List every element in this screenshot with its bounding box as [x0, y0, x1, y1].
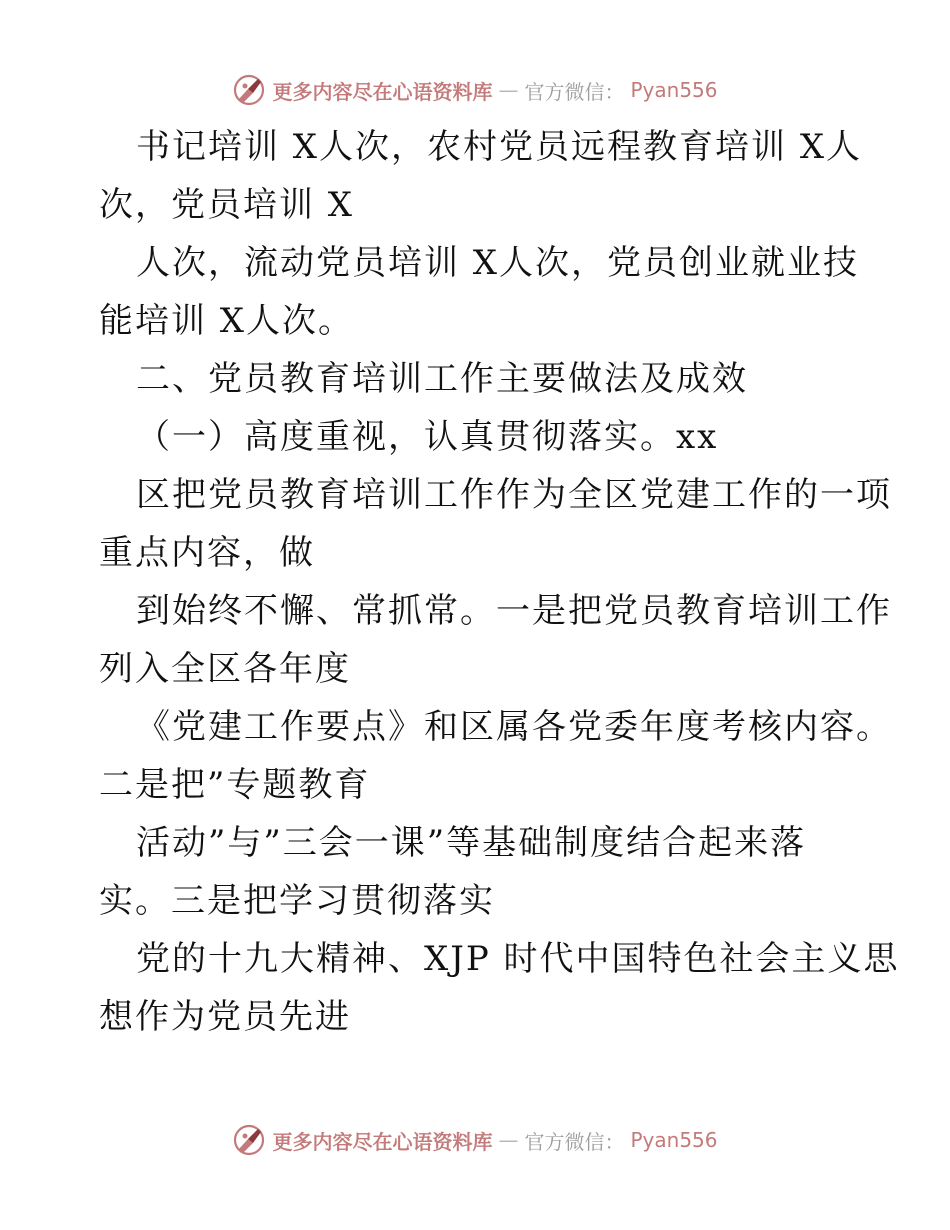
body-text-line: 区把党员教育培训工作作为全区党建工作的一项	[136, 475, 892, 515]
body-text-line: 想作为党员先进	[99, 997, 351, 1037]
footer-watermark	[0, 1120, 950, 1160]
body-text-line: （一）高度重视，认真贯彻落实。xx	[136, 417, 719, 457]
body-text-line: 活动”与”三会一课”等基础制度结合起来落	[136, 823, 807, 863]
watermark-official-label: 官方微信：	[524, 79, 625, 104]
watermark	[232, 73, 717, 107]
body-text-line: 重点内容，做	[99, 533, 315, 573]
body-text-line: 人次，流动党员培训 X人次，党员创业就业技	[136, 243, 860, 283]
watermark-official-label: 官方微信：	[524, 1129, 625, 1154]
body-text-line: 次，党员培训 X	[99, 185, 355, 225]
body-text-line: 党的十九大精神、XJP 时代中国特色社会主义思	[136, 939, 900, 979]
header-watermark	[0, 70, 950, 110]
watermark-dash: —	[498, 1128, 519, 1152]
body-text-line: 能培训 X人次。	[99, 301, 355, 341]
watermark-site: 更多内容尽在心语资料库	[272, 1129, 493, 1154]
watermark	[232, 1123, 717, 1157]
watermark-dash: —	[498, 78, 519, 102]
body-text-line: 列入全区各年度	[99, 649, 351, 689]
watermark-wechat-id: Pyan556	[630, 1128, 718, 1152]
body-text-line: 二、党员教育培训工作主要做法及成效	[136, 359, 748, 399]
body-text-line: 实。三是把学习贯彻落实	[99, 881, 495, 921]
pen-logo-icon	[232, 1123, 266, 1157]
watermark-wechat-id: Pyan556	[630, 78, 718, 102]
body-text-line: 二是把”专题教育	[99, 765, 371, 805]
body-text-line: 《党建工作要点》和区属各党委年度考核内容。	[136, 707, 892, 747]
document-body	[99, 118, 900, 1046]
watermark-site: 更多内容尽在心语资料库	[272, 79, 493, 104]
pen-logo-icon	[232, 73, 266, 107]
body-text-line: 书记培训 X人次，农村党员远程教育培训 X人	[136, 127, 863, 167]
body-text-line: 到始终不懈、常抓常。一是把党员教育培训工作	[136, 591, 892, 631]
